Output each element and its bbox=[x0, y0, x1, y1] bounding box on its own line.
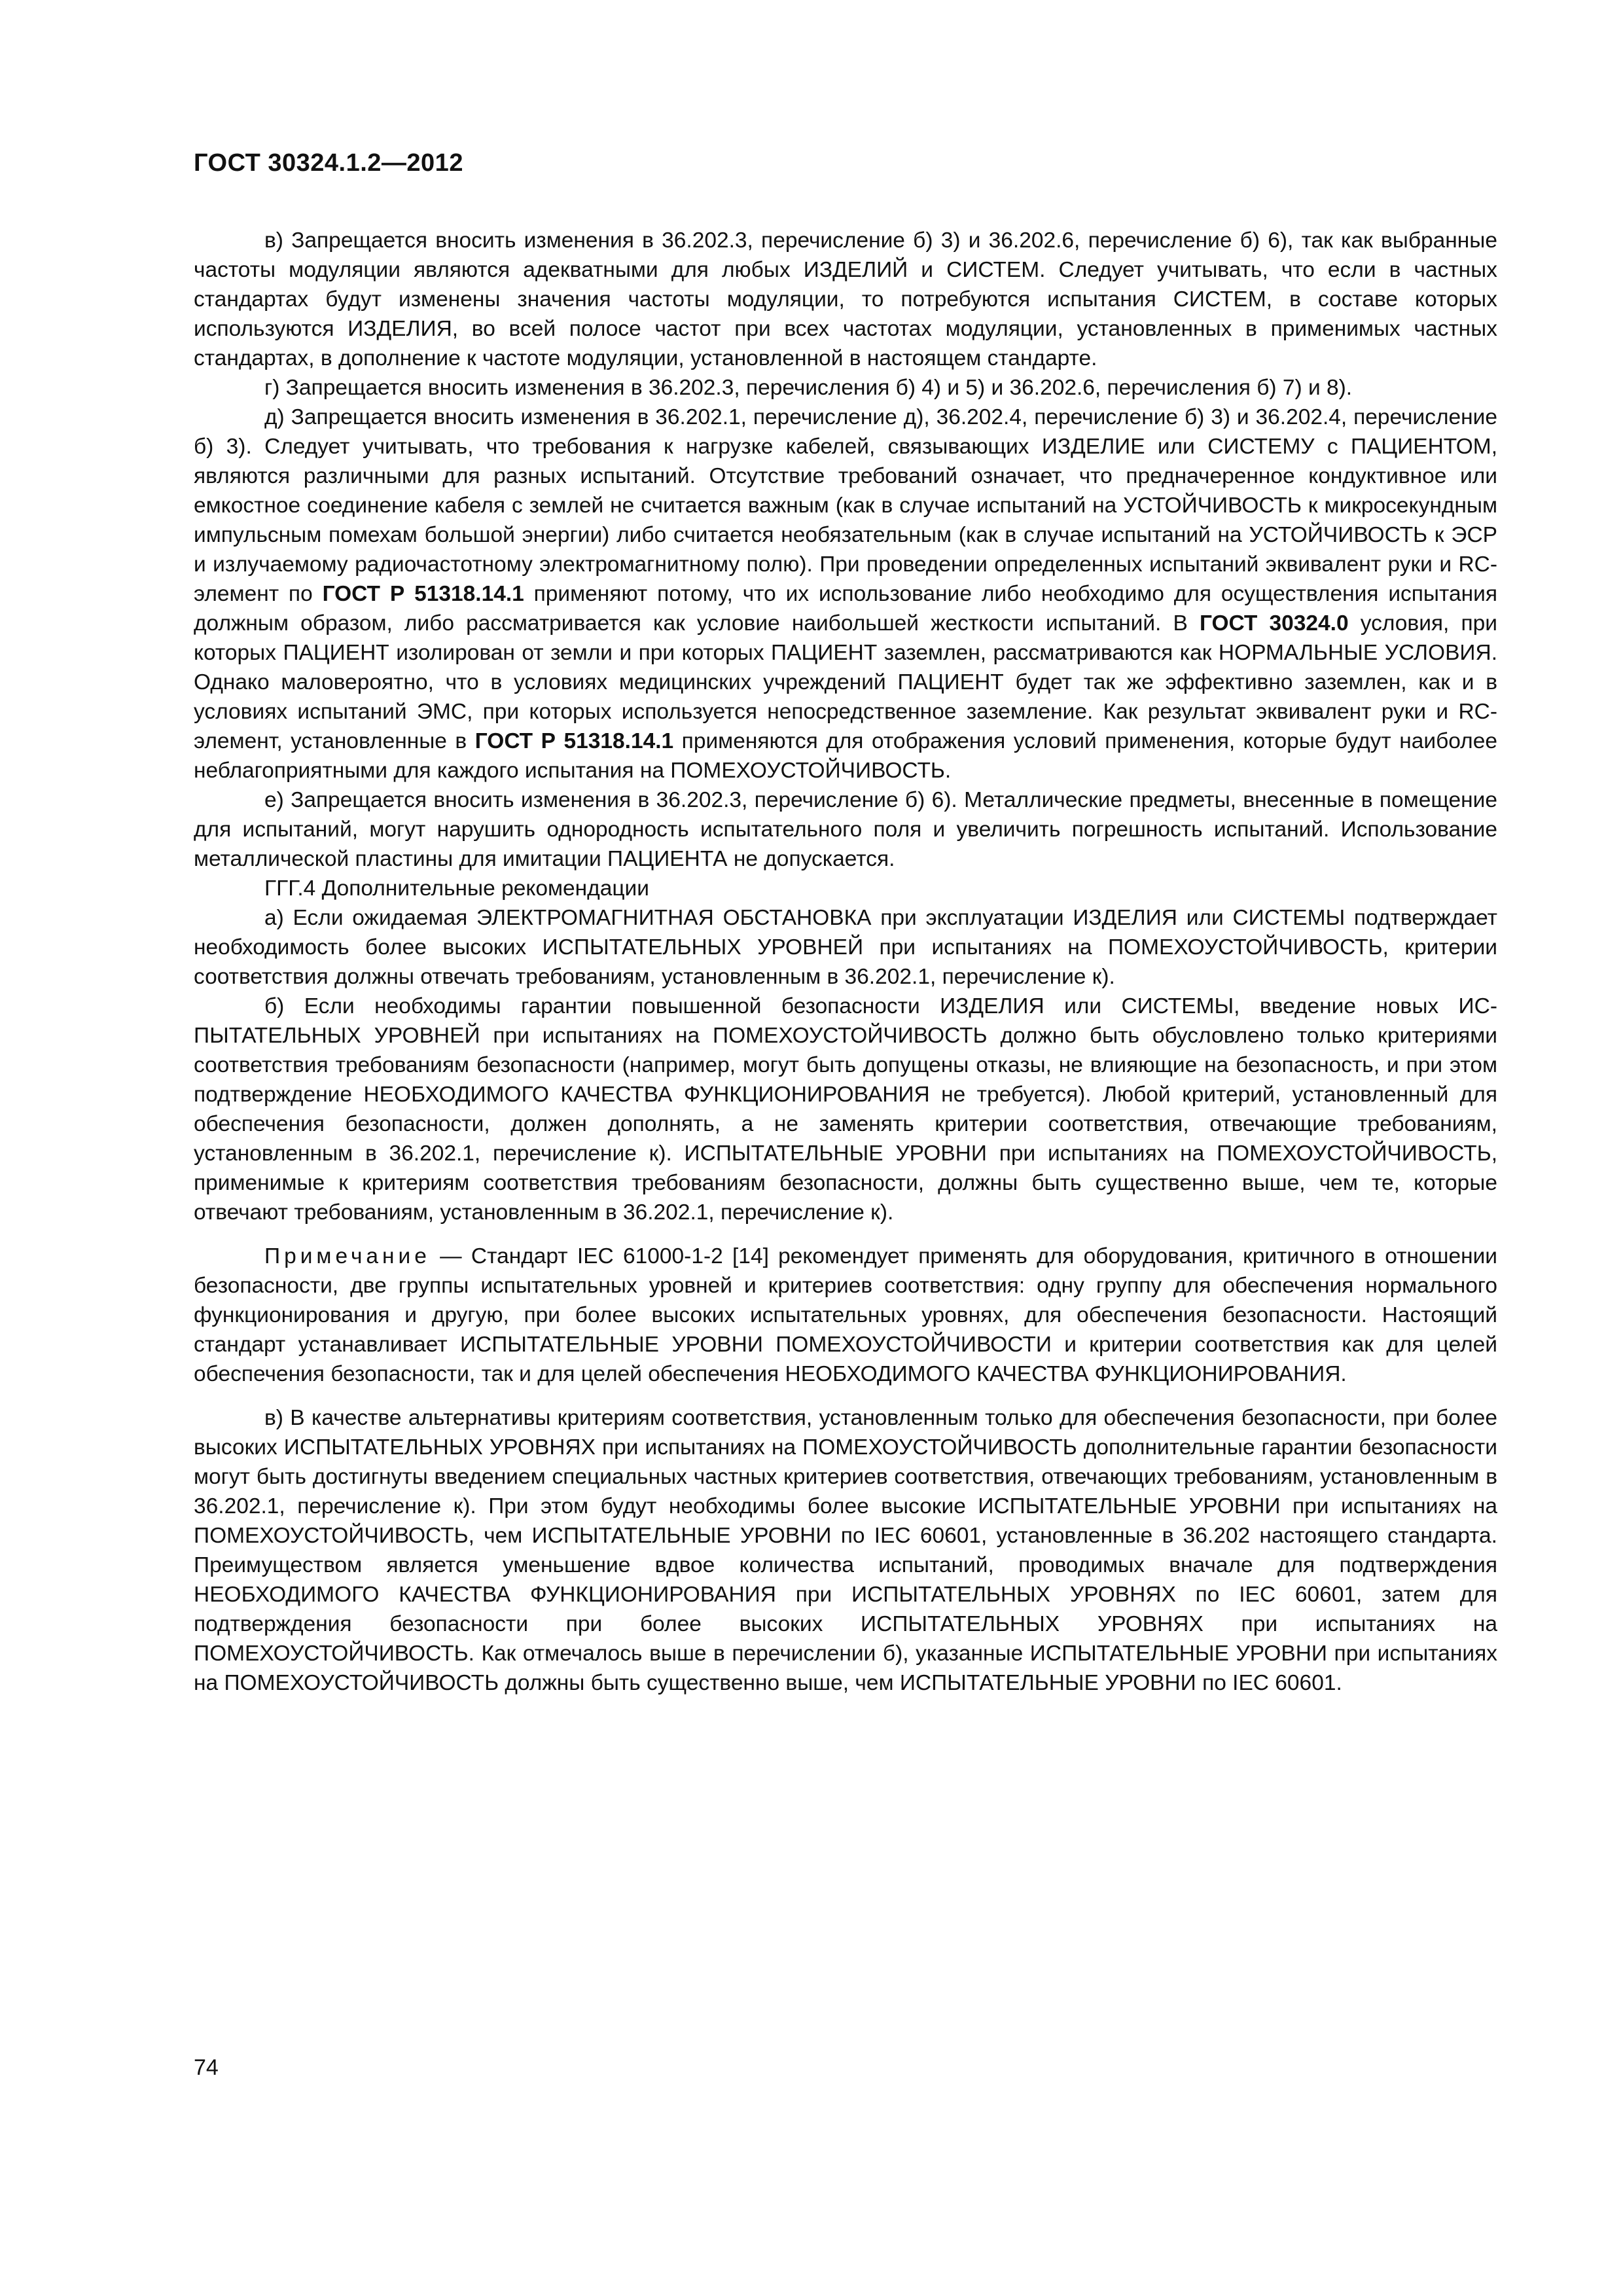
standard-ref-gost-30324-0: ГОСТ 30324.0 bbox=[1199, 611, 1349, 636]
paragraph-g: г) Запрещается вносить изменения в 36.202.3, перечисления б) 4) и 5) и 36.202.6, перечисления б) 7) и 8). bbox=[264, 376, 1353, 400]
paragraph-v2: в) В качестве альтернативы критериям соответствия, установленным только для обеспечения безопасности, при более высоких ИСПЫТАТЕЛЬНЫХ УРОВНЯХ при испытаниях на ПОМЕХОУСТОЙЧИВОСТЬ дополнительные гарантии безопасности могут быть достигнуты введением специальных частных критериев соответствия, отвечающих требованиям, установленным в 36.202.1, перечисление к). При этом будут необходимы более высокие ИСПЫТАТЕЛЬНЫЕ УРОВНИ при испытаниях на ПОМЕХОУСТОЙЧИВОСТЬ, чем ИСПЫТАТЕЛЬНЫЕ УРОВНИ по IEC 60601, установленные в 36.202 настоящего стандарта. Преимуществом является уменьшение вдвое количества испытаний, проводимых вначале для подтверждения НЕОБХОДИМОГО КАЧЕСТВА ФУНКЦИОНИРОВАНИЯ при ИСПЫТАТЕЛЬНЫХ УРОВНЯХ по IEC 60601, затем для подтверждения безопасности при более высоких ИСПЫТАТЕЛЬНЫХ УРОВНЯХ при испытаниях на ПОМЕХОУСТОЙЧИВОСТЬ. Как отмечалось выше в перечислении б), указанные ИСПЫТАТЕЛЬНЫЕ УРОВНИ при испытаниях на ПОМЕХОУСТОЙЧИВОСТЬ должны быть существенно выше, чем ИСПЫТАТЕЛЬНЫЕ УРОВНИ по IEC 60601. bbox=[194, 1406, 1497, 1695]
document-body bbox=[194, 226, 1497, 1698]
standard-ref-gost-r-51318: ГОСТ Р 51318.14.1 bbox=[322, 582, 524, 606]
note bbox=[194, 1242, 1497, 1389]
note-label: Примечание bbox=[264, 1244, 431, 1268]
paragraph-b: б) Если необходимы гарантии повышенной безопасности ИЗДЕЛИЯ или СИСТЕМЫ, введение новых ИСПЫТАТЕЛЬНЫХ УРОВНЕЙ при испытаниях на ПОМЕХОУСТОЙЧИВОСТЬ должно быть обусловлено только критериями соответствия требованиям безопасности (например, могут быть допущены отказы, не влияющие на безопасность, и при этом подтверждение НЕОБХОДИМОГО КАЧЕСТВА ФУНКЦИОНИРОВАНИЯ не требуется). Любой критерий, установленный для обеспечения безопасности, должен дополнять, а не заменять критерии соответствия, отвечающие требованиям, установленным в 36.202.1, перечисление к). ИСПЫТАТЕЛЬНЫЕ УРОВНИ при испытаниях на ПОМЕХОУСТОЙЧИВОСТЬ, применимые к критериям соответствия требованиям безопасности, должны быть существенно выше, чем те, которые отвечают требованиям, установленным в 36.202.1, перечисление к). bbox=[194, 994, 1497, 1225]
section-title: ГГГ.4 Дополнительные рекомендации bbox=[264, 876, 649, 901]
paragraph-d-text-1: д) Запрещается вносить изменения в 36.202.1, перечисление д), 36.202.4, перечисление б) 3) и 36.202.4, перечисление б) 3). Следует учитывать, что требования к нагрузке кабелей, связывающих ИЗДЕЛИЕ или СИСТЕМУ с ПАЦИЕНТОМ, являются различными для разных испытаний. Отсутствие требований означает, что предначеренное кондуктивное или емкостное соединение кабеля с землей не считается важным (как в случае испытаний на УСТОЙЧИВОСТЬ к микросекундным импульсным помехам большой энергии) либо считается необязательным (как в случае испытаний на УСТОЙЧИВОСТЬ к ЭСР и излучаемому радиочастотному электромагнитному полю). При проведении определенных испытаний эквивалент руки и RC-элемент по bbox=[194, 405, 1497, 606]
paragraph-d bbox=[194, 403, 1497, 785]
paragraph-d-text-4: применяются для отображения условий применения, которые будут наиболее неблагоприятными для каждого испытания на ПОМЕХОУСТОЙЧИВОСТЬ. bbox=[194, 729, 1497, 783]
paragraph-d-text-3: условия, при которых ПАЦИЕНТ изолирован от земли и при которых ПАЦИЕНТ заземлен, рассматриваются как НОРМАЛЬНЫЕ УСЛОВИЯ. Однако маловероятно, что в условиях медицинских учреждений ПАЦИЕНТ будет так же эффективно заземлен, как и в условиях испытаний ЭМС, при которых используется непосредственное заземление. Как результат эквивалент руки и RC-элемент, установленные в bbox=[194, 611, 1497, 753]
document-page bbox=[194, 0, 1497, 2296]
standard-ref-gost-r-51318-2: ГОСТ Р 51318.14.1 bbox=[474, 729, 674, 753]
paragraph-a: а) Если ожидаемая ЭЛЕКТРОМАГНИТНАЯ ОБСТАНОВКА при эксплуатации ИЗДЕЛИЯ или СИСТЕМЫ подтверждает необходимость более высоких ИСПЫТАТЕЛЬНЫХ УРОВНЕЙ при испытаниях на ПОМЕХОУСТОЙЧИВОСТЬ, критерии соответствия должны отвечать требованиям, установленным в 36.202.1, перечисление к). bbox=[194, 906, 1497, 989]
paragraph-v: в) Запрещается вносить изменения в 36.202.3, перечисление б) 3) и 36.202.6, перечисление б) 6), так как выбранные частоты модуляции являются адекватными для любых ИЗДЕЛИЙ и СИСТЕМ. Следует учитывать, что если в частных стандартах будут изменены значения частоты модуляции, то потребуются испытания СИСТЕМ, в составе которых используются ИЗДЕЛИЯ, во всей полосе частот при всех частотах модуляции, установленных в применимых частных стандартах, в дополнение к частоте модуляции, установленной в настоящем стандарте. bbox=[194, 228, 1497, 370]
paragraph-d-text-2: применяют потому, что их использование либо необходимо для осуществления испытания должным образом, либо рассматривается как условие наибольшей жесткости испытаний. В bbox=[194, 582, 1497, 636]
document-header: ГОСТ 30324.1.2—2012 bbox=[194, 149, 463, 177]
page-number: 74 bbox=[194, 2055, 219, 2080]
note-text: — Стандарт IEC 61000-1-2 [14] рекомендует применять для оборудования, критичного в отношении безопасности, две группы испытательных уровней и критериев соответствия: одну группу для обеспечения нормального функционирования и другую, при более высоких испытательных уровнях, для обеспечения безопасности. Настоящий стандарт устанавливает ИСПЫТАТЕЛЬНЫЕ УРОВНИ ПОМЕХОУСТОЙЧИВОСТИ и критерии соответствия как для целей обеспечения безопасности, так и для целей обеспечения НЕОБХОДИМОГО КАЧЕСТВА ФУНКЦИОНИРОВАНИЯ. bbox=[194, 1244, 1497, 1386]
paragraph-e: е) Запрещается вносить изменения в 36.202.3, перечисление б) 6). Металлические предметы, внесенные в помещение для испытаний, могут нарушить однородность испытательного поля и увеличить погрешность испытаний. Использование металлической пластины для имитации ПАЦИЕНТА не допускается. bbox=[194, 788, 1497, 871]
